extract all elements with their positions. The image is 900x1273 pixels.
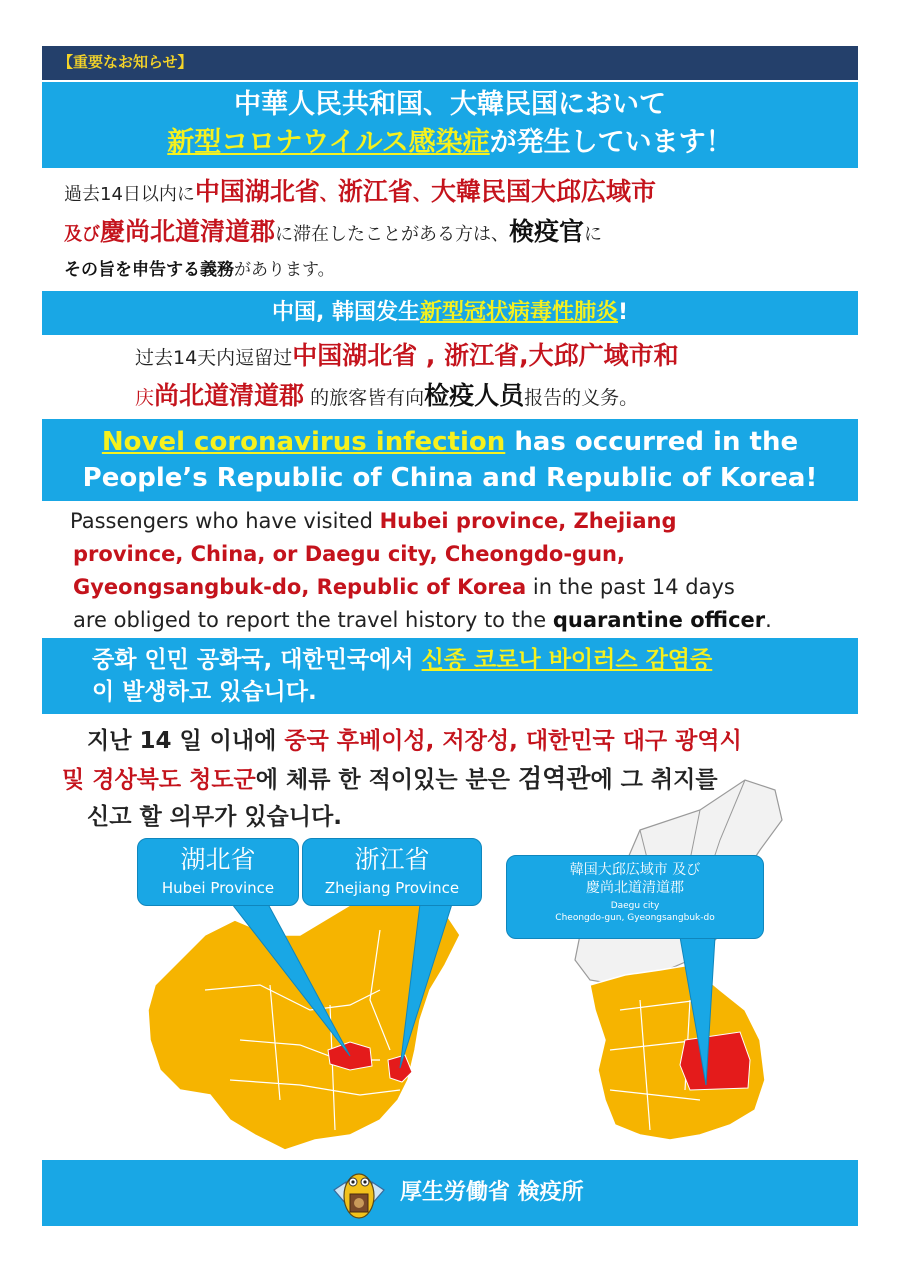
english-body-text: in the past 14 days <box>526 575 735 599</box>
chinese-regions: 尚北道清道郡 <box>154 381 305 410</box>
japanese-disease-name: 新型コロナウイルス感染症 <box>167 127 490 158</box>
korean-disease-name: 신종 코로나 바이러스 감염증 <box>421 647 713 673</box>
chinese-body-text: 报告的义务。 <box>524 387 639 409</box>
japanese-body-text: があります。 <box>234 260 335 280</box>
region-cheongdo-ja: 慶尚北道清道郡 <box>100 217 276 246</box>
separator: 、 <box>412 184 431 205</box>
japanese-conjunction: 及び <box>64 224 100 245</box>
region-hubei-ja: 中国湖北省 <box>194 177 320 206</box>
chinese-headline-text: 中国, 韩国发生 <box>271 300 420 325</box>
chinese-body-text: 过去14天内逗留过 <box>135 347 293 369</box>
separator: 、 <box>319 184 338 205</box>
english-body-text: are obliged to report the travel history to the <box>73 608 553 632</box>
japanese-body-text: に <box>584 224 603 245</box>
japanese-headline-line1: 中華人民共和国、大韓民国において <box>234 89 666 120</box>
japanese-duty-bold: その旨を申告する義務 <box>64 260 234 280</box>
korea-label-en-line2: Cheongdo-gun, Gyeongsangbuk-do <box>555 913 715 923</box>
english-headline-text: has occurred in the <box>505 427 799 457</box>
korean-body-text: 에 체류 한 적이있는 분은 <box>255 767 518 793</box>
chinese-body-text: 的旅客皆有向 <box>304 387 425 409</box>
english-body-text: Passengers who have visited <box>70 509 380 533</box>
hubei-label-ja: 湖北省 <box>180 845 256 874</box>
japanese-body-text: に滞在したことがある方は、 <box>275 224 510 245</box>
korean-body-line3: 신고 할 의무가 있습니다. <box>87 804 342 830</box>
zhejiang-label-ja: 浙江省 <box>354 845 430 874</box>
notice-label: 【重要なお知らせ】 <box>58 53 193 71</box>
korea-callout <box>506 855 764 939</box>
korean-body-text: 에 그 취지를 <box>590 767 718 793</box>
footer-banner <box>42 1160 858 1226</box>
region-daegu-ja: 大韓民国大邱広域市 <box>430 177 656 206</box>
hubei-callout <box>137 838 299 906</box>
english-regions: province, China, or Daegu city, Cheongdo-gun, <box>73 542 625 566</box>
korean-regions: 중국 후베이성, 저장성, 대한민국 대구 광역시 <box>284 728 742 754</box>
zhejiang-callout <box>302 838 482 906</box>
korean-quarantine-officer: 검역관 <box>517 764 591 793</box>
daegu-cheongdo-region <box>680 1032 750 1090</box>
english-disease-name: Novel coronavirus infection <box>101 427 506 457</box>
english-regions: Gyeongsangbuk-do, Republic of Korea <box>73 575 527 599</box>
chinese-regions: 中国湖北省 , 浙江省,大邱广域市和 <box>292 341 679 370</box>
korea-label-en-line1: Daegu city <box>610 901 660 911</box>
chinese-headline-text: ! <box>618 300 629 325</box>
japanese-body-text: 過去14日以内に <box>64 184 195 205</box>
footer-organization: 厚生労働省 検疫所 <box>400 1180 584 1205</box>
hubei-label-en: Hubei Province <box>161 879 275 897</box>
korean-regions: 및 경상북도 청도군 <box>62 767 256 793</box>
english-body-text: . <box>765 608 772 632</box>
zhejiang-label-en: Zhejiang Province <box>324 879 460 897</box>
english-regions: Hubei province, Zhejiang <box>379 509 677 533</box>
japanese-quarantine-officer: 検疫官 <box>509 217 585 246</box>
korean-headline-text: 중화 인민 공화국, 대한민국에서 <box>92 647 422 673</box>
quarantine-mascot-icon <box>324 1160 394 1226</box>
korean-headline-line2: 이 발생하고 있습니다. <box>92 679 317 705</box>
chinese-disease-name: 新型冠状病毒性肺炎 <box>419 300 618 325</box>
korean-body-text: 지난 14 일 이내에 <box>87 728 285 754</box>
chinese-quarantine-officer: 检疫人员 <box>424 381 525 410</box>
region-zhejiang-ja: 浙江省 <box>337 177 413 206</box>
korea-label-ja-line1: 韓国大邱広域市 及び <box>569 862 701 878</box>
chinese-regions: 庆 <box>135 387 155 409</box>
korea-label-ja-line2: 慶尚北道清道郡 <box>586 880 684 896</box>
japanese-headline-rest: が発生しています！ <box>489 127 733 158</box>
english-quarantine-officer: quarantine officer <box>552 608 766 632</box>
english-headline-line2: People’s Republic of China and Republic of Korea! <box>82 463 818 493</box>
